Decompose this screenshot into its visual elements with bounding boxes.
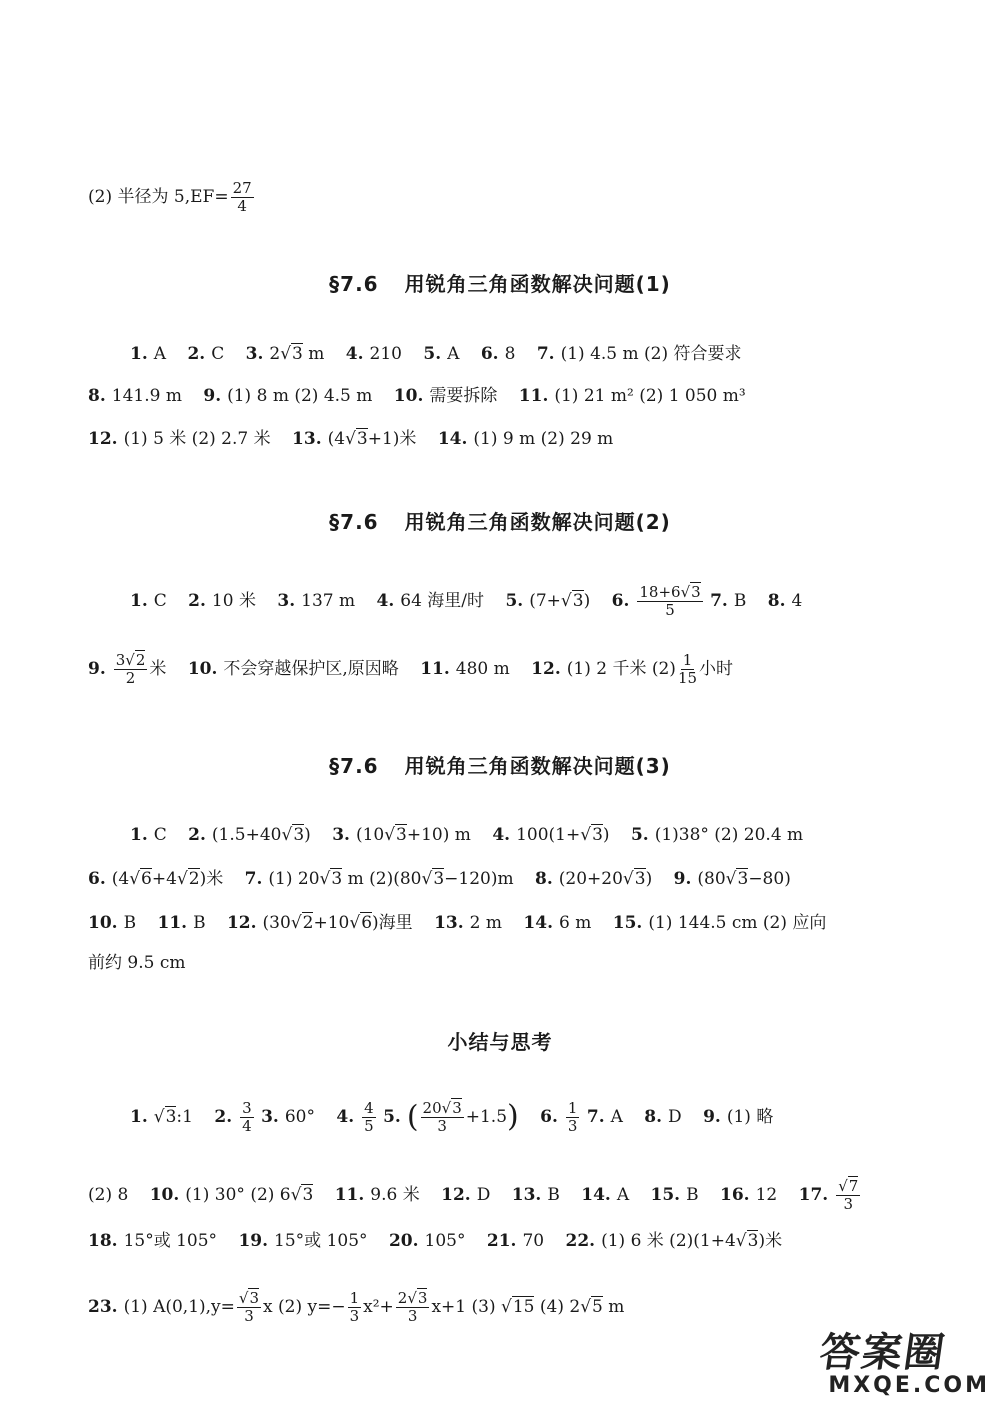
sqrt-symbol: √ — [384, 825, 396, 845]
question-number: 6. — [540, 1106, 558, 1127]
question-number: 3. — [277, 590, 296, 611]
fraction-denominator: 5 — [665, 600, 675, 619]
answer: (1) 4.5 m (2) 符合要求 — [560, 344, 742, 364]
answer: (80 — [697, 869, 726, 889]
sqrt-radicand: 5 — [592, 1296, 603, 1317]
numerator-part: 2 — [397, 1289, 408, 1307]
question-number: 10. — [393, 386, 424, 406]
question-number: 8. — [767, 590, 786, 611]
question-number: 4. — [376, 590, 395, 611]
numerator-part: 18+6 — [639, 583, 681, 601]
answer: 2 — [269, 344, 281, 364]
fraction — [114, 652, 148, 687]
fraction-numerator: 3√2 — [115, 651, 146, 669]
answer: (1) 9 m (2) 29 m — [473, 429, 614, 449]
fraction — [362, 1100, 376, 1135]
answer: (4 — [327, 429, 346, 449]
answer: (1) 2 千米 (2) — [566, 658, 676, 679]
question-number: 12. — [441, 1184, 471, 1205]
question-number: 14. — [581, 1184, 611, 1205]
answer: (10 — [355, 825, 385, 845]
question-number: 2. — [188, 590, 206, 611]
answer: A — [447, 344, 460, 364]
answer: x+1 (3) — [431, 1296, 496, 1317]
question-number: 1. — [130, 590, 148, 611]
right-paren: ) — [507, 1099, 519, 1135]
answer: 6 m — [559, 913, 592, 933]
question-number: 2. — [214, 1106, 233, 1127]
answer-line — [88, 915, 920, 932]
question-number: 10. — [187, 658, 218, 679]
fraction — [237, 1290, 261, 1325]
answer-line — [130, 584, 920, 619]
question-number: 7. — [536, 344, 555, 364]
answer-line — [130, 346, 920, 363]
sqrt-symbol: √ — [290, 913, 302, 933]
answer: 100(1+ — [516, 825, 581, 845]
sqrt-symbol: √ — [153, 1106, 165, 1127]
answer: )米 — [758, 1231, 783, 1251]
sqrt-radicand: 7 — [848, 1177, 859, 1195]
answer: 137 m — [301, 590, 356, 611]
question-number: 1. — [130, 1106, 148, 1127]
sqrt-symbol: √ — [580, 1296, 592, 1317]
answer: )海里 — [372, 913, 413, 933]
answer: x²+ — [363, 1296, 394, 1317]
question-number: 12. — [531, 658, 561, 679]
question-number: 14. — [437, 429, 468, 449]
fraction-denominator: 3 — [567, 1116, 578, 1135]
sqrt-radicand: 3 — [249, 1289, 260, 1307]
answer: 4 — [791, 590, 803, 611]
answer: +10) m — [406, 825, 471, 845]
answer: 64 海里/时 — [400, 590, 485, 611]
answer-line — [130, 1100, 920, 1135]
answer: (4) 2 — [539, 1296, 581, 1317]
question-number: 3. — [261, 1106, 279, 1127]
sqrt-symbol: √ — [501, 1296, 512, 1317]
sqrt-symbol: √ — [349, 913, 361, 933]
sqrt-radicand: 2 — [188, 869, 200, 889]
question-number: 1. — [130, 344, 148, 364]
fraction-numerator: 1 — [682, 651, 693, 669]
answer: (20+20 — [558, 869, 623, 889]
fraction-denominator: 3 — [437, 1116, 447, 1135]
question-number: 14. — [523, 913, 553, 933]
fraction-numerator: 27 — [232, 179, 252, 197]
question-number: 5. — [630, 825, 649, 845]
section-title: 用锐角三角函数解决问题(2) — [404, 510, 671, 534]
section-heading-3 — [0, 750, 1000, 779]
sqrt-radicand: 3 — [433, 869, 445, 889]
answer: 15°或 105° — [274, 1231, 368, 1251]
fraction-denominator: 4 — [242, 1116, 252, 1135]
answer: D — [668, 1106, 682, 1127]
answer: (1) 8 m (2) 4.5 m — [227, 386, 373, 406]
question-number: 13. — [511, 1184, 542, 1205]
answer-line — [130, 827, 920, 844]
question-number: 11. — [518, 386, 549, 406]
sqrt-symbol: √ — [725, 869, 737, 889]
section-number: §7.6 — [329, 510, 379, 534]
answer: 米 — [149, 658, 167, 679]
answer-line — [88, 871, 920, 888]
sqrt-radicand: 3 — [356, 429, 368, 449]
answer: 210 — [369, 344, 402, 364]
answer: C — [153, 590, 167, 611]
question-number: 7. — [586, 1106, 605, 1127]
answer: 60° — [284, 1106, 315, 1127]
question-number: 11. — [420, 658, 450, 679]
question-number: 9. — [88, 658, 106, 679]
answer: C — [153, 825, 167, 845]
watermark-url: MXQE.COM — [828, 1373, 990, 1398]
question-number: 8. — [644, 1106, 663, 1127]
sqrt-radicand: 15 — [512, 1296, 535, 1317]
answer: 70 — [522, 1231, 545, 1251]
sqrt-symbol: √ — [735, 1231, 747, 1251]
answer: (1) 20 — [268, 869, 320, 889]
sqrt-radicand: 3 — [747, 1231, 759, 1251]
section-title: 用锐角三角函数解决问题(1) — [404, 272, 671, 296]
question-number: 5. — [423, 344, 442, 364]
answer: (1.5+40 — [211, 825, 282, 845]
sqrt-symbol: √ — [421, 869, 433, 889]
fraction-numerator: 18+6√3 — [639, 583, 701, 601]
question-number: 17. — [798, 1184, 829, 1205]
question-number: 10. — [149, 1184, 180, 1205]
sqrt-symbol: √ — [280, 344, 292, 364]
fraction-numerator: 3 — [242, 1099, 252, 1117]
sqrt-symbol: √ — [345, 429, 356, 449]
answer: 12 — [755, 1184, 778, 1205]
sqrt-radicand: 3 — [417, 1289, 428, 1307]
question-number: 16. — [720, 1184, 750, 1205]
answer: (1) A(0,1),y= — [123, 1296, 235, 1317]
answer-line — [88, 1178, 920, 1213]
fraction-denominator: 15 — [677, 668, 698, 687]
fraction-numerator: 4 — [364, 1099, 374, 1117]
fraction-denominator: 2 — [125, 668, 136, 687]
answer: x (2) y=− — [263, 1296, 346, 1317]
answer: B — [733, 590, 747, 611]
question-number: 10. — [88, 913, 118, 933]
answer: A — [610, 1106, 623, 1127]
answer: (7+ — [529, 590, 561, 611]
answer: C — [211, 344, 225, 364]
fraction — [240, 1100, 254, 1135]
answer: 小时 — [699, 658, 734, 679]
sqrt-radicand: 6 — [141, 869, 152, 889]
sqrt-radicand: 3 — [331, 869, 343, 889]
question-number: 12. — [226, 913, 257, 933]
fraction-denominator: 5 — [364, 1116, 374, 1135]
answer-line — [88, 1233, 920, 1250]
sqrt-radicand: 3 — [165, 1106, 177, 1127]
answer: −80) — [748, 869, 791, 889]
question-number: 2. — [187, 344, 206, 364]
answer-line — [88, 1290, 920, 1325]
top-answer-label: (2) 半径为 5,EF= — [88, 186, 229, 207]
fraction-numerator: √3 — [238, 1289, 260, 1307]
sqrt-radicand: 3 — [293, 825, 305, 845]
answer: 105° — [424, 1231, 466, 1251]
question-number: 20. — [388, 1231, 419, 1251]
question-number: 22. — [565, 1231, 596, 1251]
question-number: 7. — [710, 590, 728, 611]
question-number: 8. — [88, 386, 106, 406]
sqrt-radicand: 3 — [302, 1184, 314, 1205]
answer: m (2)(80 — [342, 869, 422, 889]
answer: (4 — [111, 869, 130, 889]
sqrt-radicand: 3 — [452, 1099, 462, 1117]
fraction — [421, 1100, 464, 1135]
answer: 10 米 — [211, 590, 256, 611]
fraction — [231, 180, 254, 215]
answer: B — [193, 913, 206, 933]
fraction-numerator: 1 — [567, 1099, 578, 1117]
fraction-denominator: 3 — [407, 1306, 418, 1325]
answer: +10 — [313, 913, 350, 933]
answer: 15°或 105° — [123, 1231, 218, 1251]
question-number: 18. — [88, 1231, 118, 1251]
answer: A — [616, 1184, 630, 1205]
answer: B — [547, 1184, 560, 1205]
section-heading-2 — [0, 506, 1000, 535]
question-number: 4. — [492, 825, 511, 845]
answer: (1) 30° (2) 6 — [185, 1184, 291, 1205]
sqrt-symbol: √ — [281, 825, 293, 845]
answer: 不会穿越保护区,原因略 — [223, 658, 399, 679]
watermark-logo — [816, 1330, 990, 1413]
answer: 480 m — [455, 658, 510, 679]
section-title: 小结与思考 — [447, 1030, 553, 1054]
question-number: 6. — [480, 344, 499, 364]
fraction-denominator: 4 — [237, 196, 247, 215]
answer: (1) 21 m² (2) 1 050 m³ — [554, 386, 746, 406]
answer: A — [153, 344, 167, 364]
fraction — [637, 584, 702, 619]
sqrt-radicand: 2 — [135, 651, 146, 669]
answer: B — [686, 1184, 699, 1205]
section-heading-1 — [0, 268, 1000, 297]
answer: +1.5 — [465, 1106, 508, 1127]
top-answer-line — [88, 180, 920, 215]
question-number: 4. — [336, 1106, 355, 1127]
numerator-part: 3 — [115, 651, 126, 669]
left-paren: ( — [406, 1099, 419, 1135]
fraction-numerator: √7 — [838, 1177, 859, 1195]
answer: (2) 8 — [88, 1184, 129, 1205]
answer: (1)38° (2) 20.4 m — [654, 825, 804, 845]
answer: ) — [602, 825, 610, 845]
sqrt-radicand: 3 — [396, 825, 407, 845]
fraction-numerator: 20√3 — [422, 1099, 462, 1117]
section-number: §7.6 — [329, 272, 379, 296]
answer-line — [88, 652, 920, 687]
answer: m — [602, 1296, 625, 1317]
question-number: 9. — [673, 869, 692, 889]
question-number: 7. — [244, 869, 263, 889]
answer: −120)m — [444, 869, 514, 889]
numerator-part: 20 — [422, 1099, 442, 1117]
answer: 8 — [504, 344, 516, 364]
answer: 需要拆除 — [429, 386, 498, 406]
question-number: 9. — [203, 386, 222, 406]
answer: 9.6 米 — [370, 1184, 420, 1205]
fraction — [566, 1100, 580, 1135]
question-number: 12. — [88, 429, 118, 449]
fraction — [678, 652, 697, 687]
sqrt-radicand: 3 — [634, 869, 646, 889]
sqrt-radicand: 2 — [302, 913, 314, 933]
sqrt-radicand: 6 — [361, 913, 373, 933]
question-number: 4. — [345, 344, 364, 364]
answer: (1) 6 米 (2)(1+4 — [601, 1231, 736, 1251]
question-number: 5. — [505, 590, 524, 611]
sqrt-radicand: 3 — [592, 825, 603, 845]
answer: (1) 144.5 cm (2) 应向 — [648, 913, 827, 933]
sqrt-symbol: √ — [580, 825, 592, 845]
answer: ) — [304, 825, 311, 845]
answer-continuation: 前约 9.5 cm — [88, 953, 186, 973]
answer: +4 — [151, 869, 177, 889]
answer: B — [123, 913, 137, 933]
question-number: 3. — [332, 825, 350, 845]
sqrt-radicand: 3 — [572, 590, 584, 611]
answer-line — [88, 431, 920, 448]
sqrt-symbol: √ — [319, 869, 331, 889]
sqrt-symbol: √ — [176, 869, 188, 889]
fraction — [348, 1290, 362, 1325]
question-number: 6. — [611, 590, 630, 611]
sqrt-symbol: √ — [290, 1184, 302, 1205]
answer: (1) 5 米 (2) 2.7 米 — [123, 429, 271, 449]
answer: :1 — [176, 1106, 193, 1127]
fraction-denominator: 3 — [244, 1306, 254, 1325]
fraction-denominator: 3 — [843, 1194, 854, 1213]
fraction — [396, 1290, 430, 1325]
section-title: 用锐角三角函数解决问题(3) — [404, 754, 671, 778]
answer: 141.9 m — [111, 386, 182, 406]
sqrt-symbol: √ — [129, 869, 141, 889]
answer: ) — [583, 590, 591, 611]
fraction-denominator: 3 — [349, 1306, 360, 1325]
question-number: 8. — [535, 869, 553, 889]
sqrt-symbol: √ — [622, 869, 634, 889]
question-number: 23. — [88, 1296, 118, 1317]
question-number: 2. — [188, 825, 206, 845]
answer: (30 — [262, 913, 291, 933]
fraction-numerator: 1 — [349, 1289, 360, 1307]
question-number: 11. — [157, 913, 188, 933]
section-heading-4 — [0, 1026, 1000, 1055]
sqrt-symbol: √ — [560, 590, 572, 611]
answer: D — [476, 1184, 491, 1205]
question-number: 13. — [292, 429, 322, 449]
answer: +1)米 — [367, 429, 417, 449]
question-number: 6. — [88, 869, 106, 889]
question-number: 21. — [486, 1231, 517, 1251]
answer: 2 m — [469, 913, 503, 933]
fraction — [836, 1178, 860, 1213]
question-number: 15. — [612, 913, 643, 933]
sqrt-radicand: 3 — [292, 344, 303, 364]
answer-line — [88, 388, 920, 405]
question-number: 11. — [334, 1184, 365, 1205]
question-number: 15. — [650, 1184, 681, 1205]
section-number: §7.6 — [329, 754, 379, 778]
question-number: 13. — [434, 913, 464, 933]
question-number: 3. — [245, 344, 264, 364]
question-number: 5. — [383, 1106, 401, 1127]
answer: (1) 略 — [726, 1106, 774, 1127]
sqrt-radicand: 3 — [691, 583, 701, 601]
answer: ) — [645, 869, 653, 889]
watermark-text: 答案圈 — [816, 1330, 950, 1376]
sqrt-radicand: 3 — [737, 869, 749, 889]
answer: )米 — [199, 869, 224, 889]
answer: m — [308, 344, 325, 364]
question-number: 9. — [703, 1106, 721, 1127]
fraction-numerator: 2√3 — [397, 1289, 428, 1307]
question-number: 19. — [238, 1231, 269, 1251]
question-number: 1. — [130, 825, 148, 845]
answer-line — [88, 955, 920, 972]
